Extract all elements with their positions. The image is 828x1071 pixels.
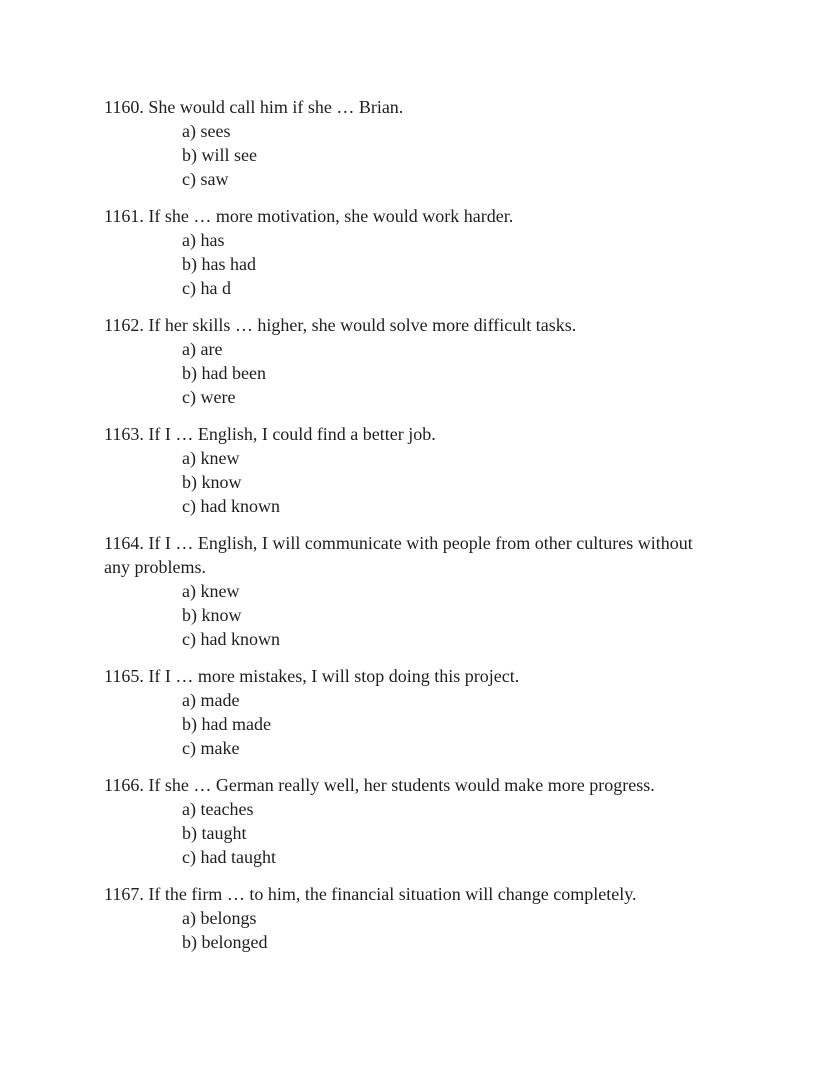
question-option: c) were [182,387,236,407]
question-text [104,773,704,797]
question-number: 1166. [104,775,144,795]
question-text [104,204,704,228]
question-item [104,773,828,869]
question-text [104,422,704,446]
question-number: 1161. [104,206,144,226]
question-sentence: If she … more motivation, she would work harder. [148,206,514,226]
question-option: b) know [182,605,242,625]
question-option: c) had known [182,629,280,649]
question-option: b) had made [182,714,271,734]
question-option: b) know [182,472,242,492]
question-option: a) made [182,690,240,710]
question-item [104,664,828,760]
question-option: c) saw [182,169,229,189]
question-option: c) had taught [182,847,276,867]
question-number: 1162. [104,315,144,335]
question-text [104,882,704,906]
question-item [104,882,828,954]
question-item [104,531,828,651]
question-text [104,531,704,579]
question-number: 1163. [104,424,144,444]
question-item [104,95,828,191]
question-text [104,313,704,337]
question-sentence: If I … more mistakes, I will stop doing this project. [148,666,520,686]
question-option: b) belonged [182,932,268,952]
question-sentence: If the firm … to him, the financial situation will change completely. [148,884,637,904]
question-option: b) had been [182,363,266,383]
question-number: 1164. [104,533,144,553]
question-item [104,422,828,518]
question-option: b) will see [182,145,257,165]
question-sentence: If I … English, I will communicate with people from other cultures without any problems. [104,533,693,577]
question-number: 1167. [104,884,144,904]
question-option: b) taught [182,823,247,843]
question-option: a) knew [182,581,240,601]
question-number: 1165. [104,666,144,686]
question-sentence: If her skills … higher, she would solve more difficult tasks. [148,315,577,335]
question-option: a) belongs [182,908,257,928]
question-sentence: If she … German really well, her students would make more progress. [148,775,655,795]
question-option: c) make [182,738,240,758]
question-option: b) has had [182,254,256,274]
question-option: c) ha d [182,278,231,298]
question-sentence: She would call him if she … Brian. [148,97,404,117]
question-text [104,664,704,688]
question-option: a) sees [182,121,231,141]
question-item [104,313,828,409]
question-option: c) had known [182,496,280,516]
question-option: a) teaches [182,799,254,819]
question-option: a) has [182,230,225,250]
question-number: 1160. [104,97,144,117]
question-option: a) knew [182,448,240,468]
question-item [104,204,828,300]
question-sentence: If I … English, I could find a better job. [148,424,436,444]
question-text [104,95,704,119]
question-option: a) are [182,339,223,359]
